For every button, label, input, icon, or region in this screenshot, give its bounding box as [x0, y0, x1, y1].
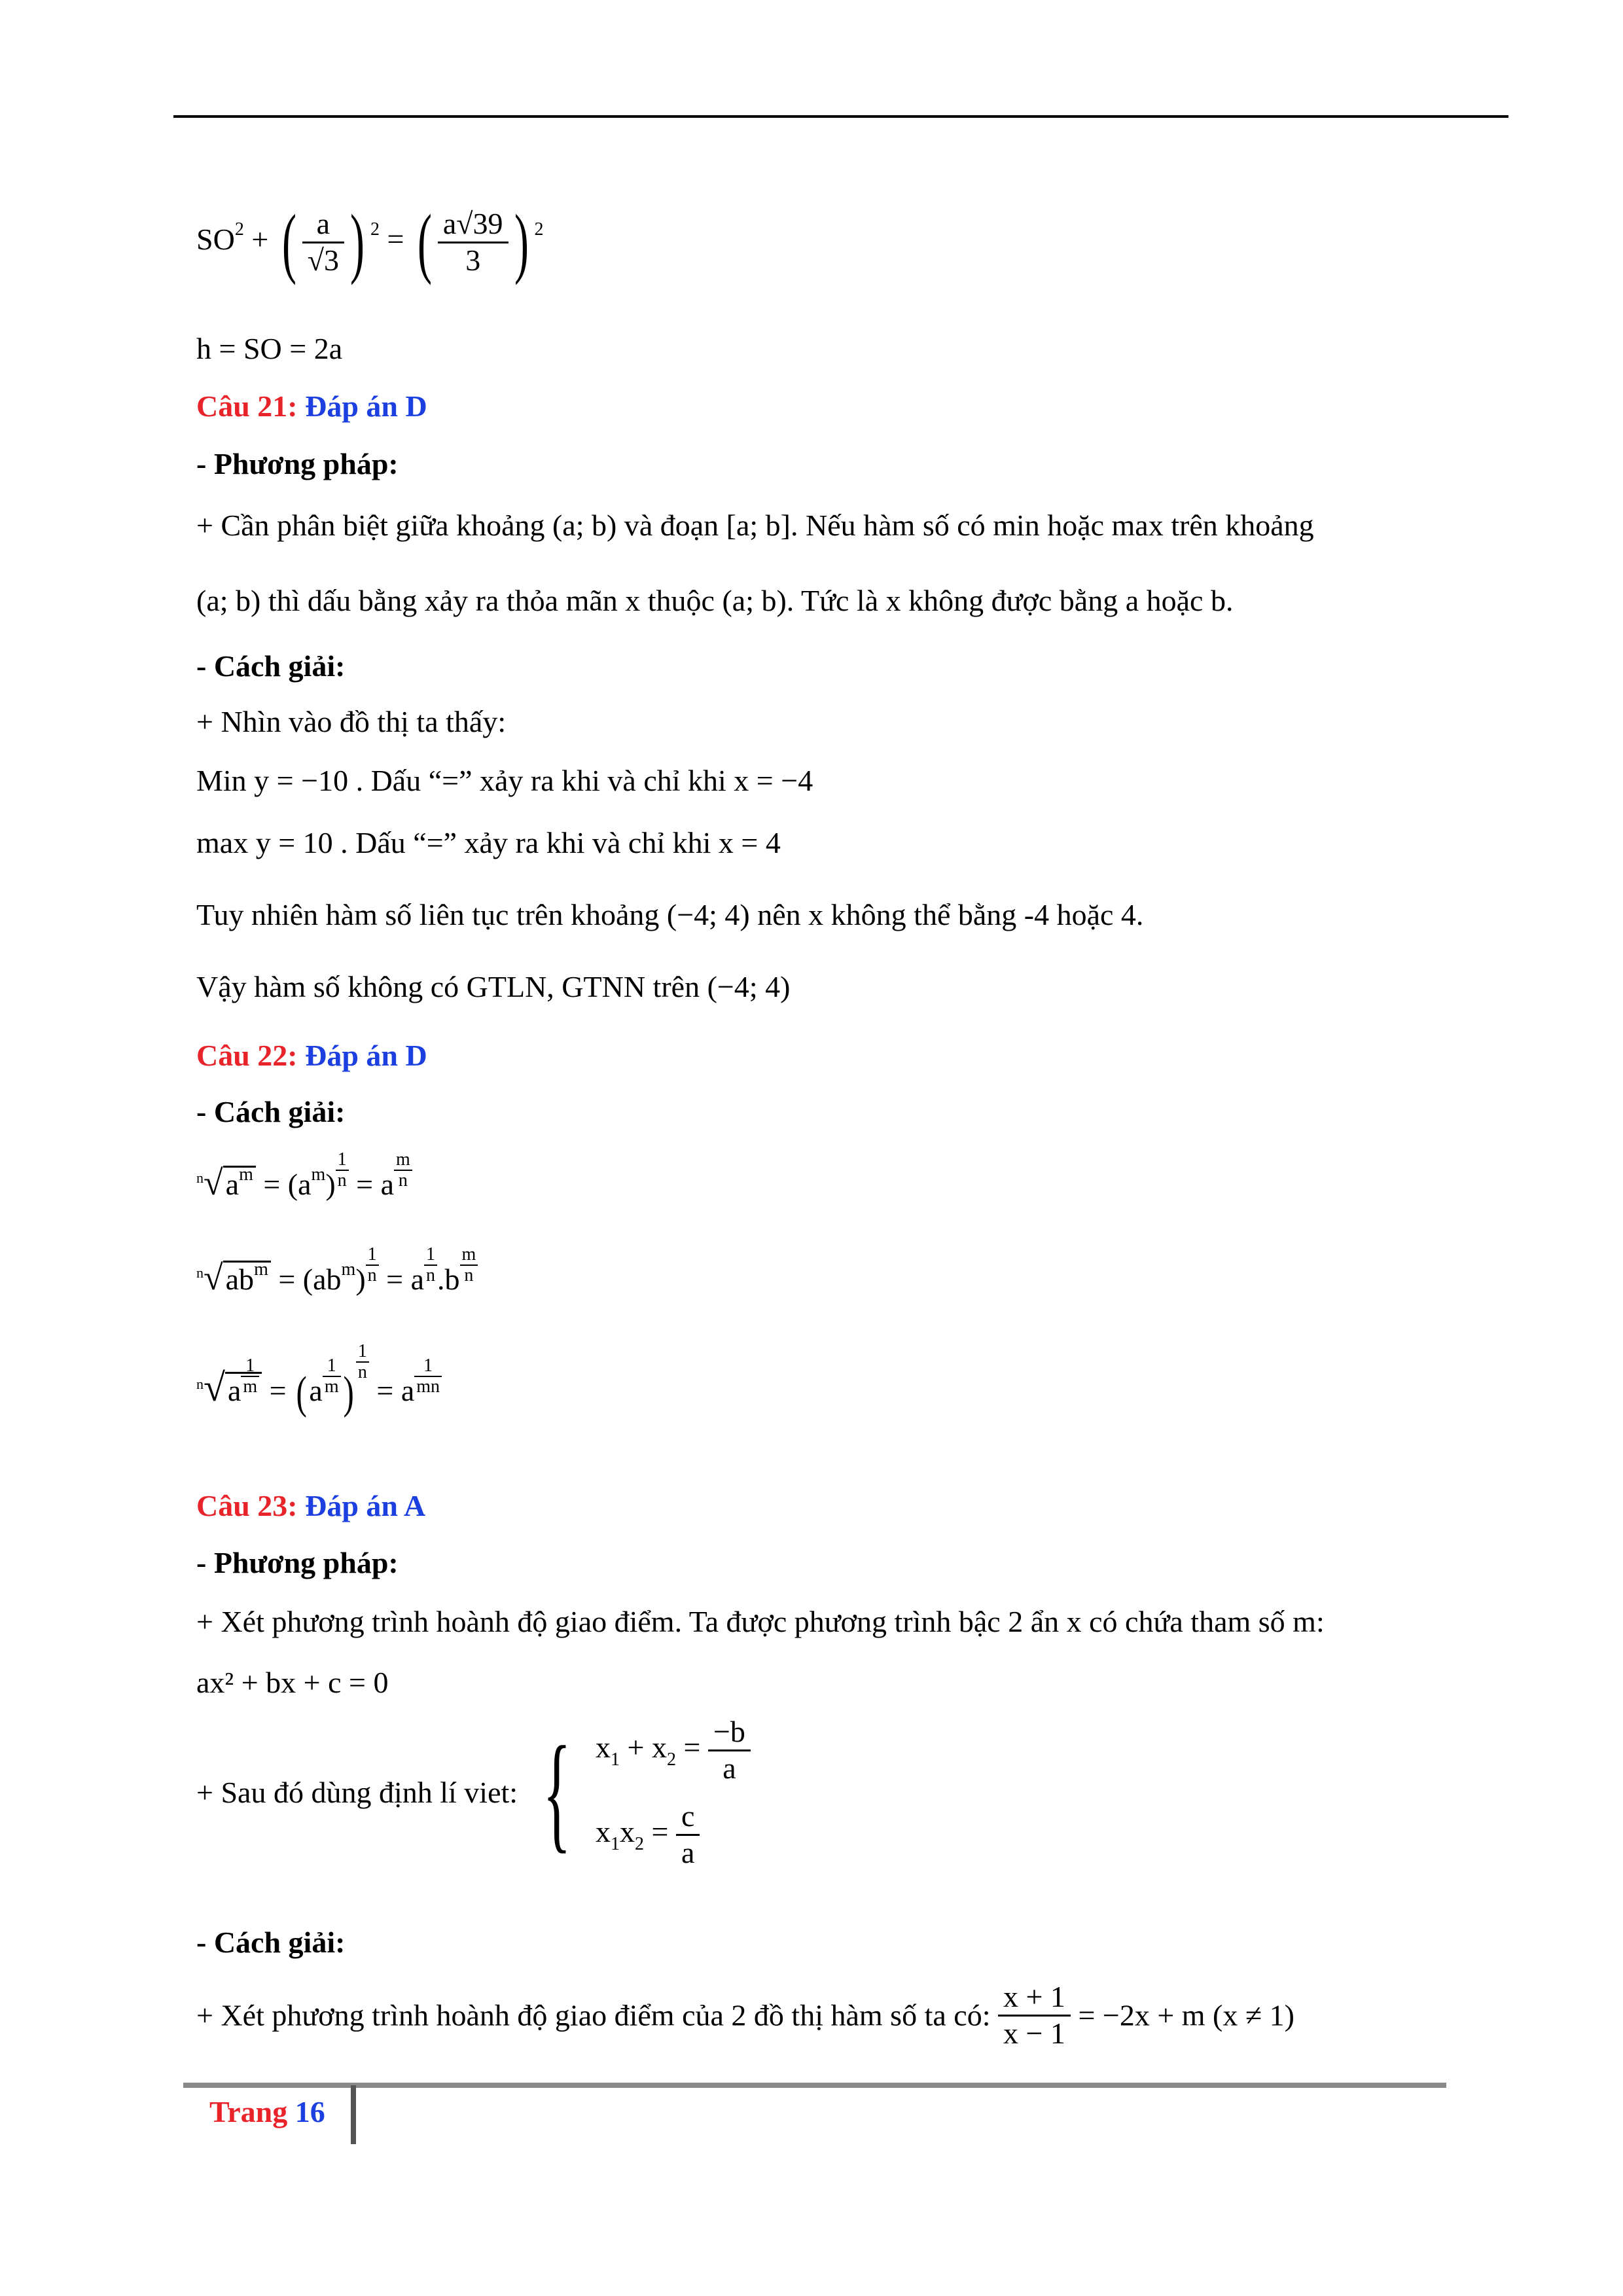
q23-heading: Câu 23: Đáp án A [196, 1489, 426, 1522]
q21-solve-1: + Nhìn vào đồ thị ta thấy: [196, 705, 507, 738]
q23-solve-1: + Xét phương trình hoành độ giao điểm của 2 đồ thị hàm số ta có: $\frac{x + 1}{x - 1}$ = −2x + m (x ≠ 1) [196, 1980, 1294, 2050]
page-number: Trang 16 [209, 2095, 325, 2128]
q22-heading: Câu 22: Đáp án D [196, 1039, 427, 1072]
footer-divider [351, 2085, 356, 2144]
q22-formula-2: $^n√ab^m = (ab^m)$ $\frac{1}{n}$ = a $\frac{1}{n}$ .b $\frac{m}{n}$ [196, 1260, 478, 1303]
q21-method-text-1: + Cần phân biệt giữa khoảng (a; b) và đoạn [a; b]. Nếu hàm số có min hoặc max trên khoảng [196, 509, 1314, 542]
q21-heading: Câu 21: Đáp án D [196, 389, 427, 423]
q22-formula-1: $^n√a^m = (a^m)$ $\frac{1}{n}$ = a $\frac{m}{n}$ [196, 1165, 412, 1208]
q21-method-label: - Phương pháp: [196, 447, 399, 480]
q23-viet-label: + Sau đó dùng định lí viet: [196, 1775, 518, 1809]
q22-solve-label: - Cách giải: [196, 1095, 346, 1128]
equation-h: h = SO = 2a [196, 332, 343, 365]
q23-method-text-1: + Xét phương trình hoành độ giao điểm. Ta được phương trình bậc 2 ẩn x có chứa tham số m: [196, 1605, 1325, 1638]
q23-quadratic: ax² + bx + c = 0 [196, 1666, 389, 1699]
q21-method-text-2: (a; b) thì dấu bằng xảy ra thỏa mãn x thuộc (a; b). Tức là x không được bằng a hoặc b. [196, 584, 1234, 617]
q21-solve-3: max y = 10 . Dấu “=” xảy ra khi và chỉ khi x = 4 [196, 826, 781, 859]
q23-method-label: - Phương pháp: [196, 1546, 399, 1579]
equation-so: $SO^2$ + ( $\frac{a}{√3}$ ) $^2$ = ( $\frac{a√39}{3}$ ) $^2$ [196, 198, 544, 285]
viet-system: $x_1 + x_2$ = $\frac{-b}{a}$ $x_1x_2$ = $\frac{c}{a}$ [596, 1715, 751, 1871]
q21-solve-4: Tuy nhiên hàm số liên tục trên khoảng (−4; 4) nên x không thể bằng -4 hoặc 4. [196, 898, 1144, 931]
q22-formula-3: $^n$√a $\frac{1}{m}$ = (a $\frac{1}{m}$ ) $\frac{1}{n}$ = a $\frac{1}{mn}$ [196, 1368, 442, 1416]
q21-solve-label: - Cách giải: [196, 649, 346, 683]
q21-solve-5: Vậy hàm số không có GTLN, GTNN trên (−4; 4) [196, 970, 791, 1003]
footer-rule [183, 2083, 1446, 2088]
q21-solve-2: Min y = −10 . Dấu “=” xảy ra khi và chỉ khi x = −4 [196, 764, 813, 797]
q23-viet: + Sau đó dùng định lí viet: { $x_1 + x_2$ = $\frac{-b}{a}$ $x_1x_2$ = $\frac{c}{a}$ [196, 1715, 751, 1871]
header-rule [173, 115, 1508, 118]
q23-solve-label: - Cách giải: [196, 1926, 346, 1959]
